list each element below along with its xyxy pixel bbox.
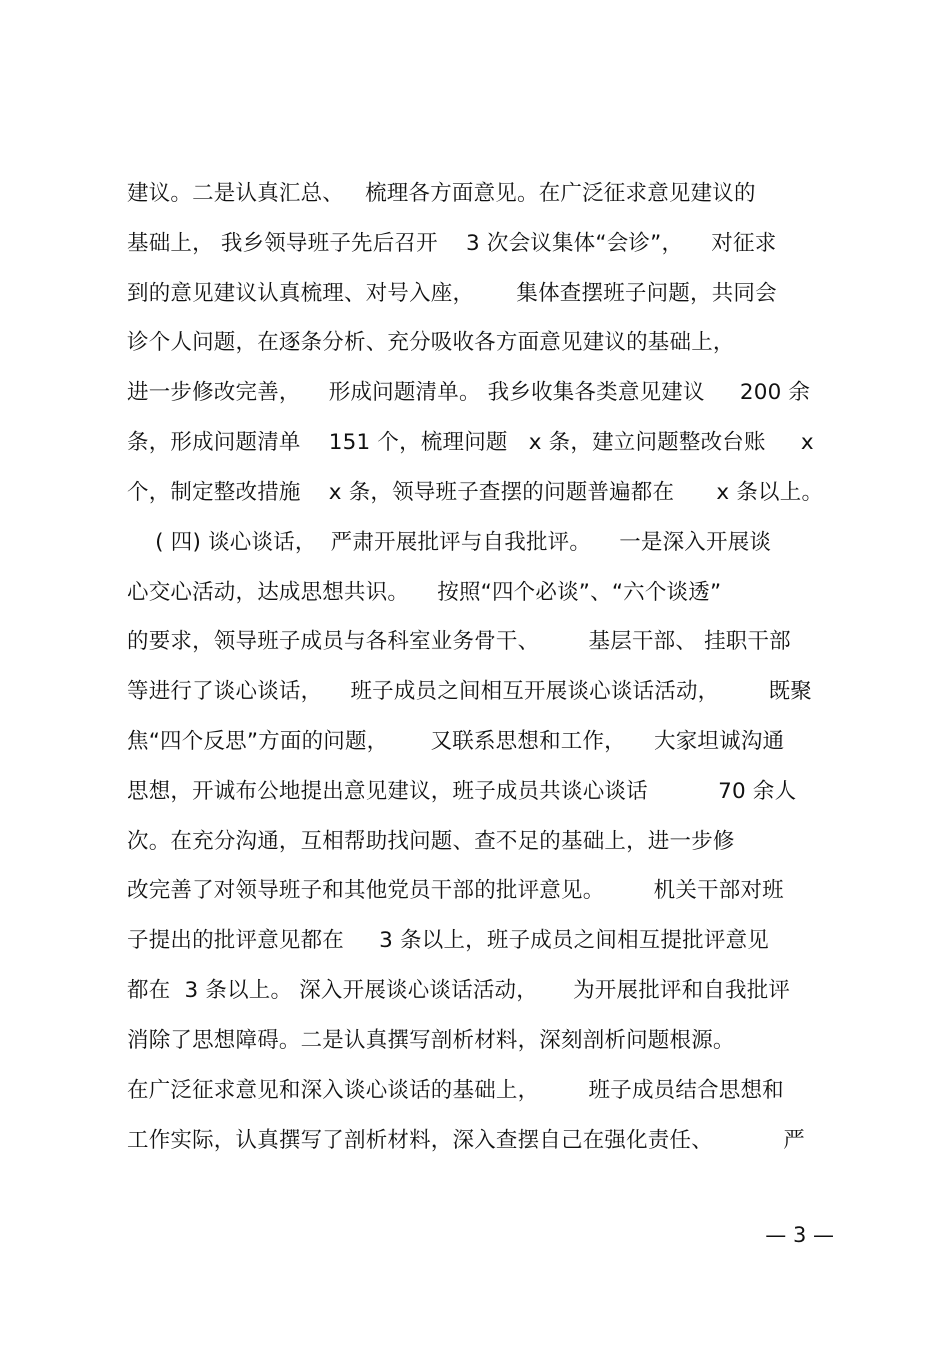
body-text-line: 等进行了谈心谈话， 班子成员之间相互开展谈心谈话活动， 既聚 xyxy=(127,679,812,704)
body-text-line: 都在 3 条以上。 深入开展谈心谈话活动， 为开展批评和自我批评 xyxy=(127,978,791,1003)
body-text-line: 工作实际，认真撰写了剖析材料，深入查摆自己在强化责任、 严 xyxy=(127,1128,805,1153)
body-text-line: 子提出的批评意见都在 3 条以上，班子成员之间相互提批评意见 xyxy=(127,928,769,953)
body-text-line: 次。在充分沟通，互相帮助找问题、查不足的基础上，进一步修 xyxy=(127,829,735,854)
body-text-line: 建议。二是认真汇总、 梳理各方面意见。在广泛征求意见建议的 xyxy=(127,181,756,206)
page-number: — 3 — xyxy=(765,1223,834,1247)
body-text-line: 条，形成问题清单 151 个，梳理问题 x 条，建立问题整改台账 x xyxy=(127,430,814,455)
body-text-line: 进一步修改完善， 形成问题清单。 我乡收集各类意见建议 200 余 xyxy=(127,380,811,405)
body-text-line: 个，制定整改措施 x 条，领导班子查摆的问题普遍都在 x 条以上。 xyxy=(127,480,824,505)
body-text-line: 诊个人问题，在逐条分析、充分吸收各方面意见建议的基础上， xyxy=(127,330,735,355)
body-text-line: 基础上， 我乡领导班子先后召开 3 次会议集体“会诊”， 对征求 xyxy=(127,231,777,256)
body-text-line: 改完善了对领导班子和其他党员干部的批评意见。 机关干部对班 xyxy=(127,878,784,903)
body-text-line: 到的意见建议认真梳理、对号入座， 集体查摆班子问题，共同会 xyxy=(127,281,777,306)
body-text-line: 的要求，领导班子成员与各科室业务骨干、 基层干部、 挂职干部 xyxy=(127,629,791,654)
section-heading-line: ( 四) 谈心谈话， 严肃开展批评与自我批评。 一是深入开展谈 xyxy=(127,530,772,555)
body-text-line: 思想，开诚布公地提出意见建议，班子成员共谈心谈话 70 余人 xyxy=(127,779,797,804)
body-text-line: 焦“四个反思”方面的问题， 又联系思想和工作， 大家坦诚沟通 xyxy=(127,729,785,754)
body-text-line: 在广泛征求意见和深入谈心谈话的基础上， 班子成员结合思想和 xyxy=(127,1078,784,1103)
body-text-line: 消除了思想障碍。二是认真撰写剖析材料，深刻剖析问题根源。 xyxy=(127,1028,735,1053)
body-text-line: 心交心活动，达成思想共识。 按照“四个必谈”、“六个谈透” xyxy=(127,580,722,605)
